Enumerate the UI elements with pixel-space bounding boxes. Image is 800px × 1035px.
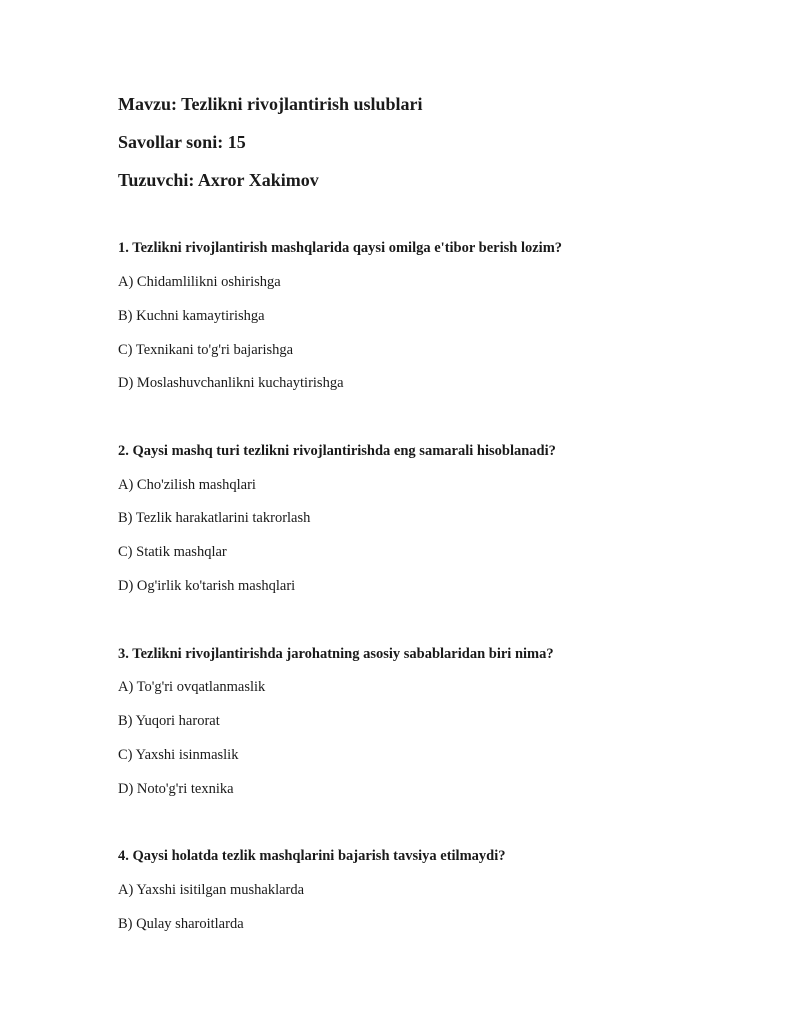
question-1: 1. Tezlikni rivojlantirish mashqlarida qaysi omilga e'tibor berish lozim? [118, 240, 563, 256]
question-3-option-a: A) To'g'ri ovqatlanmaslik [118, 679, 266, 695]
topic-heading: Mavzu: Tezlikni rivojlantirish uslublari [118, 94, 423, 114]
question-2-option-b: B) Tezlik harakatlarini takrorlash [118, 510, 311, 526]
question-2: 2. Qaysi mashq turi tezlikni rivojlantirishda eng samarali hisoblanadi? [118, 443, 556, 459]
question-3-option-b: B) Yuqori harorat [118, 713, 220, 729]
author-heading: Tuzuvchi: Axror Xakimov [118, 170, 319, 190]
question-2-option-c: C) Statik mashqlar [118, 544, 227, 560]
question-4-option-b: B) Qulay sharoitlarda [118, 916, 244, 932]
question-1-option-a: A) Chidamlilikni oshirishga [118, 274, 281, 290]
question-1-option-c: C) Texnikani to'g'ri bajarishga [118, 342, 294, 358]
question-1-option-b: B) Kuchni kamaytirishga [118, 308, 265, 324]
question-1-option-d: D) Moslashuvchanlikni kuchaytirishga [118, 375, 344, 391]
question-2-option-d: D) Og'irlik ko'tarish mashqlari [118, 578, 296, 594]
question-3-option-c: C) Yaxshi isinmaslik [118, 747, 239, 763]
question-4-option-a: A) Yaxshi isitilgan mushaklarda [118, 882, 305, 898]
question-3: 3. Tezlikni rivojlantirishda jarohatning asosiy sabablaridan biri nima? [118, 646, 554, 662]
question-count-heading: Savollar soni: 15 [118, 132, 246, 152]
question-3-option-d: D) Noto'g'ri texnika [118, 781, 234, 797]
question-4: 4. Qaysi holatda tezlik mashqlarini bajarish tavsiya etilmaydi? [118, 848, 506, 864]
question-2-option-a: A) Cho'zilish mashqlari [118, 477, 256, 493]
